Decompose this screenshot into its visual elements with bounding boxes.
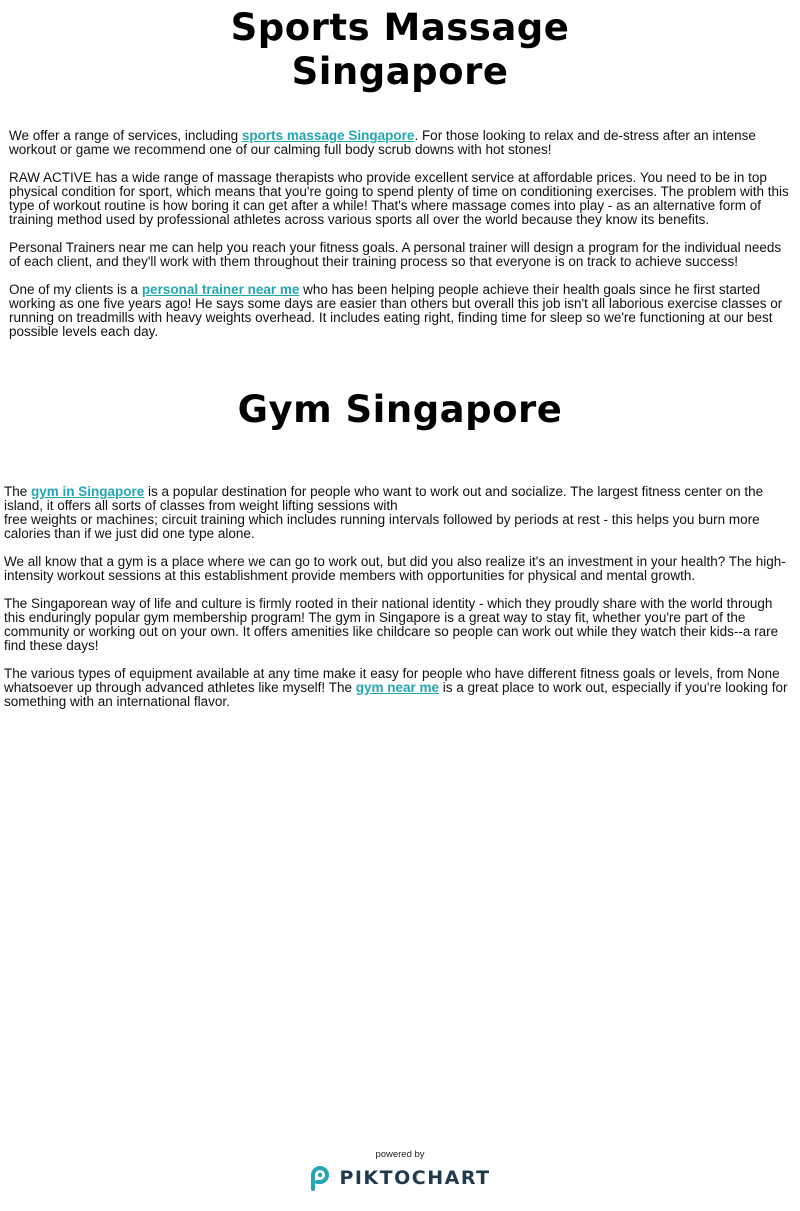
title-line-2: Singapore — [291, 50, 509, 93]
piktochart-wordmark: PIKTOCHART — [339, 1167, 491, 1189]
piktochart-footer[interactable] — [0, 1149, 800, 1196]
paragraph: One of my clients is a personal trainer near me who has been helping people achieve their health goals since he first started working as one five years ago! He says some days are easier than others but overall this job isn't all laborious exercise classes or running on treadmills with heavy weights overhead. It includes eating right, finding time for sleep so we're functioning at our best possible levels each day. — [9, 282, 783, 339]
title-line-1: Sports Massage — [230, 6, 570, 49]
sports-massage-section — [9, 129, 793, 353]
powered-by-label: powered by — [375, 1149, 425, 1160]
piktochart-brand[interactable] — [309, 1165, 490, 1191]
piktochart-logo-icon — [309, 1165, 331, 1191]
gym-singapore-title: Gym Singapore — [237, 388, 563, 431]
paragraph: We offer a range of services, including sports massage Singapore. For those looking to relax and de-stress after an intense workout or game we recommend one of our calming full body scrub downs with hot stones! — [9, 128, 756, 157]
paragraph: Personal Trainers near me can help you reach your fitness goals. A personal trainer will design a program for the individual needs of each client, and they'll work with them throughout their training process so that everyone is on track to achieve success! — [9, 240, 782, 269]
gym-singapore-section — [4, 485, 794, 723]
gym-in-singapore-link[interactable]: gym in Singapore — [31, 484, 145, 499]
paragraph: The Singaporean way of life and culture is firmly rooted in their national identity - which they proudly share with the world through this enduringly popular gym membership program! The gym in Singapore is a great way to stay fit, whether you're part of the community or working out on your own. It offers amenities like childcare so people can work out while they watch their kids--a rare find these days! — [4, 596, 779, 653]
sports-massage-singapore-link[interactable]: sports massage Singapore — [241, 128, 415, 143]
paragraph: RAW ACTIVE has a wide range of massage therapists who provide excellent service at affordable prices. You need to be in top physical condition for sport, which means that you're going to spend plenty of time on conditioning exercises. The problem with this type of workout routine is how boring it can get after a while! That's where massage comes into play - as an alternative form of training method used by professional athletes across various sports all over the world because they know its benefits. — [9, 170, 789, 227]
paragraph: The gym in Singapore is a popular destination for people who want to work out and socialize. The largest fitness center on the island, it offers all sorts of classes from weight lifting sessions with free weights or machines; circuit training which includes running intervals followed by periods at rest - this helps you burn more calories than if we just did one type alone. — [4, 484, 764, 541]
sports-massage-title — [0, 6, 800, 94]
paragraph: The various types of equipment available at any time make it easy for people who have different fitness goals or levels, from None whatsoever up through advanced athletes like myself! The gym near me is a great place to work out, especially if you're looking for something with an international flavor. — [4, 666, 788, 709]
paragraph: We all know that a gym is a place where we can go to work out, but did you also realize it's an investment in your health? The high-intensity workout sessions at this establishment provide members with opportunities for physical and mental growth. — [4, 554, 786, 583]
personal-trainer-near-me-link[interactable]: personal trainer near me — [141, 282, 300, 297]
gym-near-me-link[interactable]: gym near me — [355, 680, 440, 695]
